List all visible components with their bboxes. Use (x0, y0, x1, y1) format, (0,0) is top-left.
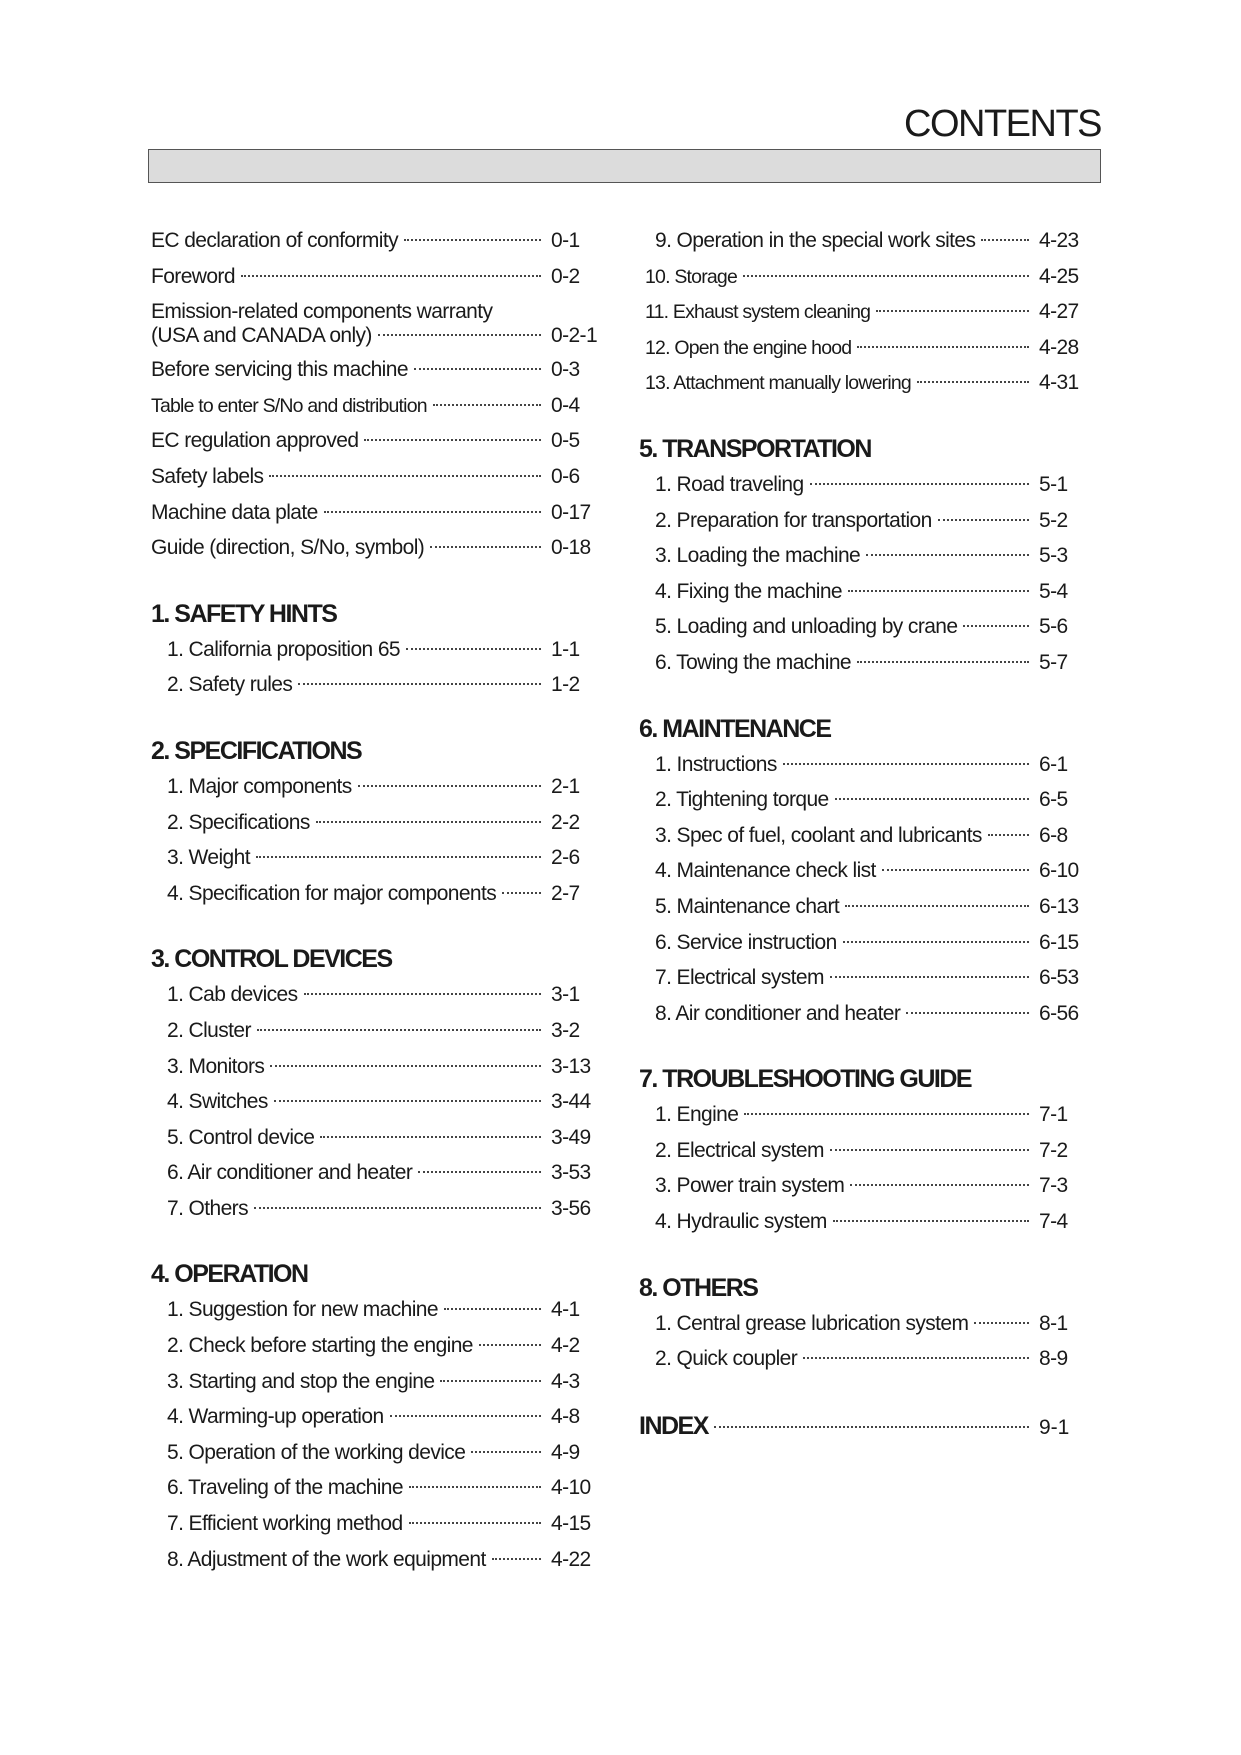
toc-entry[interactable] (151, 1364, 609, 1400)
toc-entry-label: Machine data plate (151, 500, 318, 524)
toc-entry[interactable] (151, 667, 609, 703)
toc-entry-label: 5. Maintenance chart (655, 894, 840, 918)
toc-entry-label: 6. Towing the machine (655, 650, 851, 674)
toc-entry-page: 0-17 (551, 500, 591, 524)
dot-leader (358, 783, 541, 787)
toc-entry[interactable] (151, 294, 609, 352)
toc-entry[interactable] (639, 294, 1097, 330)
dot-leader (364, 437, 541, 441)
toc-entry-page: 0-18 (551, 536, 591, 560)
dot-leader (714, 1424, 1029, 1428)
toc-entry-label: 4. Specification for major components (167, 881, 497, 905)
toc-entry[interactable] (639, 782, 1097, 818)
dot-leader (320, 1134, 541, 1138)
toc-entry-label: 9. Operation in the special work sites (655, 229, 976, 252)
dot-leader (857, 344, 1029, 348)
toc-entry-page: 4-22 (551, 1547, 591, 1571)
toc-entry-label: 5. Operation of the working device (167, 1440, 466, 1464)
dot-leader (316, 819, 541, 823)
dot-leader (743, 273, 1029, 277)
toc-entry[interactable] (639, 365, 1097, 401)
toc-entry[interactable] (639, 1097, 1097, 1133)
dot-leader (404, 237, 541, 241)
toc-entry-label: 3. Monitors (167, 1054, 265, 1078)
toc-entry-page: 2-7 (551, 881, 580, 905)
toc-entry-label: 2. Specifications (167, 810, 310, 834)
toc-entry-label: 4. Maintenance check list (655, 859, 876, 883)
dot-leader (390, 1413, 541, 1417)
toc-entry-page: 8-1 (1039, 1311, 1068, 1335)
toc-entry[interactable] (151, 259, 609, 295)
dot-leader (274, 1098, 541, 1102)
dot-leader (848, 588, 1029, 592)
toc-entry-label: 7. Efficient working method (167, 1512, 403, 1536)
toc-entry[interactable] (639, 574, 1097, 610)
dot-leader (444, 1306, 541, 1310)
toc-entry-page: 4-28 (1039, 335, 1079, 359)
dot-leader (433, 402, 541, 406)
toc-entry-page: 8-9 (1039, 1347, 1068, 1371)
toc-entry[interactable] (151, 1120, 609, 1156)
toc-entry-label: 8. Adjustment of the work equipment (167, 1547, 486, 1571)
dot-leader (988, 832, 1029, 836)
toc-entry-label: 3. Starting and stop the engine (167, 1369, 435, 1393)
toc-entry-label: 4. Switches (167, 1090, 268, 1114)
toc-entry[interactable] (151, 1328, 609, 1364)
toc-entry[interactable] (151, 1084, 609, 1120)
dot-leader (843, 939, 1029, 943)
toc-entry-page: 0-3 (551, 358, 580, 382)
dot-leader (830, 1147, 1029, 1151)
toc-index-entry[interactable] (639, 1407, 1097, 1445)
toc-entry[interactable] (151, 876, 609, 912)
toc-entry[interactable] (639, 747, 1097, 783)
toc-entry-page: 4-3 (551, 1369, 580, 1393)
toc-entry-label: 2. Preparation for transportation (655, 508, 932, 532)
toc-entry[interactable] (639, 259, 1097, 295)
toc-entry-page: 3-53 (551, 1161, 591, 1185)
toc-entry-page: 4-2 (551, 1334, 580, 1358)
toc-entry[interactable] (151, 1191, 609, 1227)
toc-entry-page: 9-1 (1039, 1415, 1070, 1439)
dot-leader (254, 1205, 541, 1209)
toc-entry-page: 6-1 (1039, 752, 1068, 776)
toc-entry-label: 2. Electrical system (655, 1138, 824, 1162)
toc-entry-label: 7. Electrical system (655, 966, 824, 990)
dot-leader (835, 796, 1029, 800)
toc-entry[interactable] (639, 645, 1097, 681)
dot-leader (857, 659, 1029, 663)
toc-entry[interactable] (639, 1341, 1097, 1377)
toc-entry-label: 3. Weight (167, 846, 250, 870)
toc-entry[interactable] (151, 1435, 609, 1471)
toc-entry[interactable] (639, 818, 1097, 854)
dot-leader (803, 1355, 1029, 1359)
toc-entry-label: Before servicing this machine (151, 358, 408, 382)
toc-entry-label: 6. Traveling of the machine (167, 1476, 403, 1500)
toc-entry[interactable] (151, 459, 609, 495)
toc-entry[interactable] (151, 1470, 609, 1506)
dot-leader (502, 890, 541, 894)
dot-leader (479, 1342, 541, 1346)
dot-leader (845, 903, 1029, 907)
toc-entry[interactable] (151, 388, 609, 424)
dot-leader (256, 854, 541, 858)
toc-entry[interactable] (639, 1133, 1097, 1169)
toc-entry-page: 1-2 (551, 673, 580, 697)
toc-entry-page: 6-8 (1039, 823, 1068, 847)
toc-entry-page: 7-1 (1039, 1103, 1068, 1127)
toc-entry-page: 2-1 (551, 774, 580, 798)
section-heading[interactable]: 7. TROUBLESHOOTING GUIDE (639, 1065, 972, 1094)
toc-entry-page: 4-27 (1039, 300, 1079, 324)
toc-entry-page: 5-6 (1039, 615, 1068, 639)
toc-entry-page: 6-5 (1039, 788, 1068, 812)
toc-entry-page: 5-2 (1039, 508, 1068, 532)
toc-entry-page: 2-6 (551, 846, 580, 870)
toc-entry[interactable] (151, 223, 609, 259)
dot-leader (810, 481, 1029, 485)
toc-entry-label: 3. Loading the machine (655, 544, 861, 568)
toc-entry-label: 5. Control device (167, 1125, 315, 1149)
toc-entry[interactable] (151, 352, 609, 388)
dot-leader (850, 1182, 1029, 1186)
section-heading[interactable]: 6. MAINTENANCE (639, 714, 831, 743)
dot-leader (974, 1320, 1029, 1324)
dot-leader (270, 1063, 541, 1067)
section-heading[interactable]: 4. OPERATION (151, 1260, 308, 1289)
toc-entry-label: 4. Warming-up operation (167, 1405, 384, 1429)
toc-entry[interactable] (639, 1306, 1097, 1342)
toc-entry-label: Emission-related components warranty (151, 300, 493, 324)
toc-entry-label: 2. Safety rules (167, 673, 293, 697)
section-heading[interactable]: 3. CONTROL DEVICES (151, 945, 392, 974)
dot-leader (440, 1378, 541, 1382)
toc-entry-page: 0-2-1 (551, 324, 598, 348)
toc-entry-page: 4-1 (551, 1298, 580, 1322)
toc-entry[interactable] (639, 996, 1097, 1032)
toc-entry[interactable] (151, 1542, 609, 1578)
toc-entry-page: 3-56 (551, 1196, 591, 1220)
toc-entry-page: 7-4 (1039, 1210, 1068, 1234)
toc-entry[interactable] (151, 1049, 609, 1085)
dot-leader (783, 761, 1029, 765)
toc-entry-label: 6. Air conditioner and heater (167, 1161, 413, 1185)
toc-entry[interactable] (639, 1168, 1097, 1204)
toc-entry-label: 2. Check before starting the engine (167, 1334, 473, 1358)
toc-entry-page: 0-2 (551, 264, 580, 288)
toc-entry[interactable] (151, 977, 609, 1013)
dot-leader (830, 974, 1029, 978)
toc-entry-page: 0-1 (551, 229, 580, 252)
toc-entry[interactable] (639, 960, 1097, 996)
toc-entry-label: EC declaration of conformity (151, 229, 398, 252)
toc-entry-label: 1. California proposition 65 (167, 637, 401, 661)
toc-entry[interactable] (151, 840, 609, 876)
toc-entry-label: 1. Road traveling (655, 472, 804, 496)
toc-entry-label: 6. Service instruction (655, 930, 837, 954)
dot-leader (876, 308, 1029, 312)
toc-entry-page: 7-2 (1039, 1138, 1068, 1162)
dot-leader (406, 646, 541, 650)
toc-entry[interactable] (151, 1155, 609, 1191)
toc-entry-label: 2. Quick coupler (655, 1347, 798, 1371)
toc-entry-page: 4-8 (551, 1405, 580, 1429)
toc-entry[interactable] (639, 609, 1097, 645)
toc-entry-label: 2. Tightening torque (655, 788, 829, 812)
toc-entry-page: 6-13 (1039, 894, 1079, 918)
toc-entry[interactable] (639, 1204, 1097, 1240)
toc-entry-label: 3. Spec of fuel, coolant and lubricants (655, 823, 982, 847)
toc-entry[interactable] (151, 1292, 609, 1328)
toc-entry-label: 1. Central grease lubrication system (655, 1311, 969, 1335)
dot-leader (414, 366, 541, 370)
toc-entry-page: 5-4 (1039, 579, 1068, 603)
toc-entry-page: 4-31 (1039, 371, 1079, 395)
toc-entry-page: 3-2 (551, 1018, 580, 1042)
dot-leader (430, 544, 541, 548)
toc-entry-page: 0-6 (551, 464, 580, 488)
toc-entry-label: 5. Loading and unloading by crane (655, 615, 958, 639)
toc-entry-label: 1. Engine (655, 1103, 739, 1127)
toc-entry-label: 2. Cluster (167, 1018, 251, 1042)
section-heading[interactable]: 5. TRANSPORTATION (639, 434, 871, 463)
toc-entry-page: 5-3 (1039, 544, 1068, 568)
toc-entry-page: 3-44 (551, 1090, 591, 1114)
dot-leader (324, 509, 541, 513)
toc-entry-page: 4-23 (1039, 229, 1079, 252)
dot-leader (917, 379, 1029, 383)
toc-entry-label: 4. Hydraulic system (655, 1210, 827, 1234)
dot-leader (471, 1449, 541, 1453)
toc-entry-label: 10. Storage (645, 265, 738, 288)
dot-leader (963, 623, 1029, 627)
dot-leader (269, 473, 541, 477)
dot-leader (981, 237, 1029, 241)
toc-entry-page: 3-1 (551, 983, 580, 1007)
toc-entry-label: 1. Cab devices (167, 983, 298, 1007)
toc-entry[interactable] (151, 495, 609, 531)
dot-leader (257, 1027, 541, 1031)
toc-entry-page: 4-15 (551, 1512, 591, 1536)
toc-entry-label: 13. Attachment manually lowering (645, 372, 911, 395)
dot-leader (304, 991, 541, 995)
index-label: INDEX (639, 1411, 708, 1440)
toc-entry-label: 1. Instructions (655, 752, 777, 776)
toc-entry[interactable] (151, 1506, 609, 1542)
dot-leader (378, 332, 541, 336)
toc-entry[interactable] (639, 503, 1097, 539)
toc-entry-label: Table to enter S/No and distribution (151, 394, 427, 417)
toc-entry-page: 0-4 (551, 393, 580, 417)
toc-entry-page: 3-13 (551, 1054, 591, 1078)
toc-entry-page: 5-1 (1039, 472, 1068, 496)
toc-entry-page: 6-10 (1039, 859, 1079, 883)
toc-entry[interactable] (639, 925, 1097, 961)
toc-entry[interactable] (151, 530, 609, 566)
toc-entry-page: 7-3 (1039, 1174, 1068, 1198)
page-title: CONTENTS (904, 103, 1101, 145)
toc-entry[interactable] (151, 632, 609, 668)
toc-entry-label: Safety labels (151, 464, 264, 488)
toc-entry[interactable] (639, 223, 1097, 259)
dot-leader (866, 552, 1029, 556)
toc-entry-page: 6-15 (1039, 930, 1079, 954)
toc-entry-page: 1-1 (551, 637, 580, 661)
title-bar (148, 149, 1101, 183)
toc-entry-label: 8. Air conditioner and heater (655, 1001, 901, 1025)
dot-leader (418, 1169, 541, 1173)
dot-leader (938, 517, 1029, 521)
dot-leader (882, 867, 1029, 871)
toc-entry-page: 4-9 (551, 1440, 580, 1464)
toc-entry-label: 1. Major components (167, 774, 352, 798)
dot-leader (241, 273, 541, 277)
toc-entry-label-continued: (USA and CANADA only) (151, 324, 372, 348)
toc-entry-page: 0-5 (551, 429, 580, 453)
dot-leader (833, 1218, 1029, 1222)
toc-entry[interactable] (151, 423, 609, 459)
toc-entry[interactable] (639, 330, 1097, 366)
toc-entry-label: Guide (direction, S/No, symbol) (151, 536, 425, 560)
toc-entry-label: 4. Fixing the machine (655, 579, 843, 603)
toc-entry-page: 5-7 (1039, 650, 1068, 674)
toc-entry-label: 1. Suggestion for new machine (167, 1298, 438, 1322)
dot-leader (298, 681, 541, 685)
dot-leader (409, 1484, 541, 1488)
toc-entry-page: 3-49 (551, 1125, 591, 1149)
toc-right-column (639, 223, 1097, 1445)
toc-entry-page: 6-56 (1039, 1001, 1079, 1025)
toc-entry[interactable] (639, 538, 1097, 574)
toc-entry-label: 3. Power train system (655, 1174, 845, 1198)
toc-entry[interactable] (151, 1399, 609, 1435)
toc-entry-page: 2-2 (551, 810, 580, 834)
toc-entry[interactable] (151, 805, 609, 841)
toc-entry-label: Foreword (151, 264, 235, 288)
toc-entry-label: 12. Open the engine hood (645, 336, 852, 359)
toc-left-column (151, 223, 609, 1577)
dot-leader (409, 1520, 541, 1524)
toc-entry[interactable] (639, 853, 1097, 889)
toc-entry-label: EC regulation approved (151, 429, 359, 453)
dot-leader (744, 1111, 1029, 1115)
toc-entry-label: 7. Others (167, 1196, 248, 1220)
dot-leader (906, 1010, 1029, 1014)
section-heading[interactable]: 1. SAFETY HINTS (151, 599, 337, 628)
toc-entry[interactable] (639, 889, 1097, 925)
section-heading[interactable]: 2. SPECIFICATIONS (151, 736, 362, 765)
dot-leader (492, 1556, 541, 1560)
toc-entry-page: 6-53 (1039, 966, 1079, 990)
toc-entry-page: 4-10 (551, 1476, 591, 1500)
toc-entry[interactable] (639, 467, 1097, 503)
toc-entry[interactable] (151, 769, 609, 805)
toc-entry[interactable] (151, 1013, 609, 1049)
section-heading[interactable]: 8. OTHERS (639, 1273, 758, 1302)
toc-entry-label: 11. Exhaust system cleaning (645, 301, 871, 324)
toc-entry-page: 4-25 (1039, 264, 1079, 288)
